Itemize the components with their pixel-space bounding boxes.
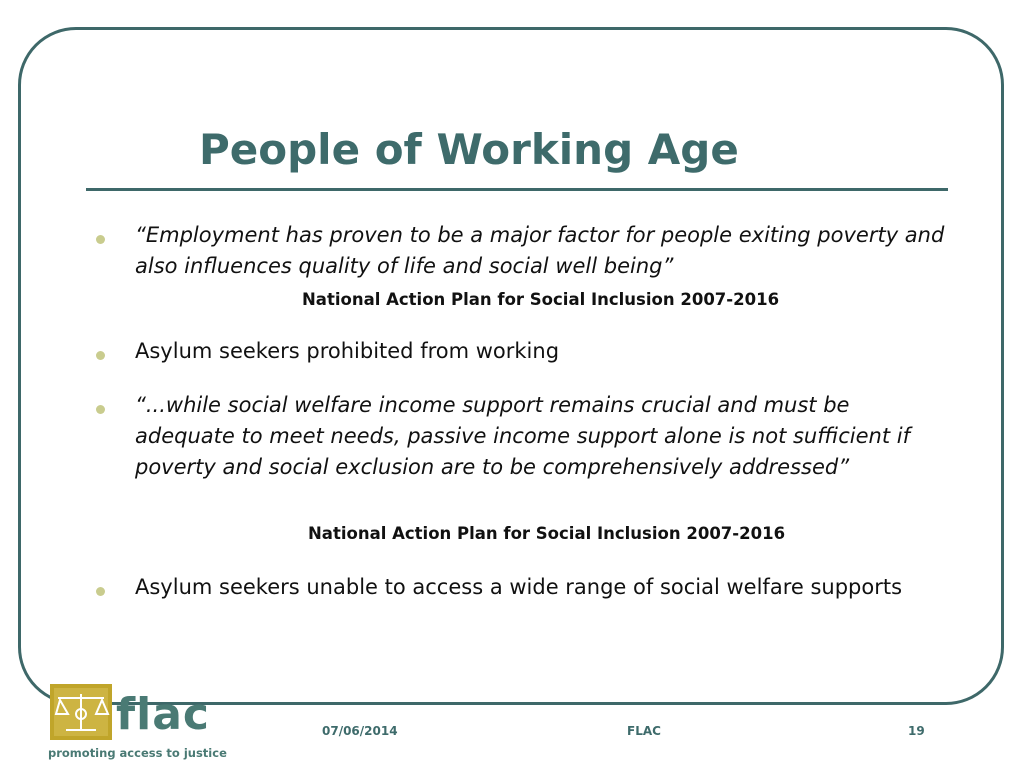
quote-source: National Action Plan for Social Inclusion 2007-2016 [308,524,786,543]
bullet-text: “Employment has proven to be a major factor for people exiting poverty and also influences quality of life and social well being” [135,223,945,278]
title-divider [86,188,948,191]
bullet-text: “...while social welfare income support remains crucial and must be adequate to meet needs, passive income support alone is not sufficient if poverty and social exclusion are to be comprehensively addressed” [135,393,910,479]
page-number: 19 [908,724,925,738]
bullet-dot-icon [96,405,105,414]
bullet-dot-icon [96,235,105,244]
scales-of-justice-icon [50,684,112,740]
quote-source: National Action Plan for Social Inclusion 2007-2016 [302,290,780,309]
logo-tagline: promoting access to justice [48,746,227,760]
bullet-dot-icon [96,351,105,360]
flac-logo [46,684,227,764]
bullet-text: Asylum seekers prohibited from working [135,339,560,363]
slide-title: People of Working Age [199,125,739,174]
bullet-text: Asylum seekers unable to access a wide range of social welfare supports [135,575,903,599]
footer-date: 07/06/2014 [322,724,398,738]
logo-wordmark: flac [116,689,210,740]
bullet-dot-icon [96,587,105,596]
footer-center: FLAC [627,724,661,738]
